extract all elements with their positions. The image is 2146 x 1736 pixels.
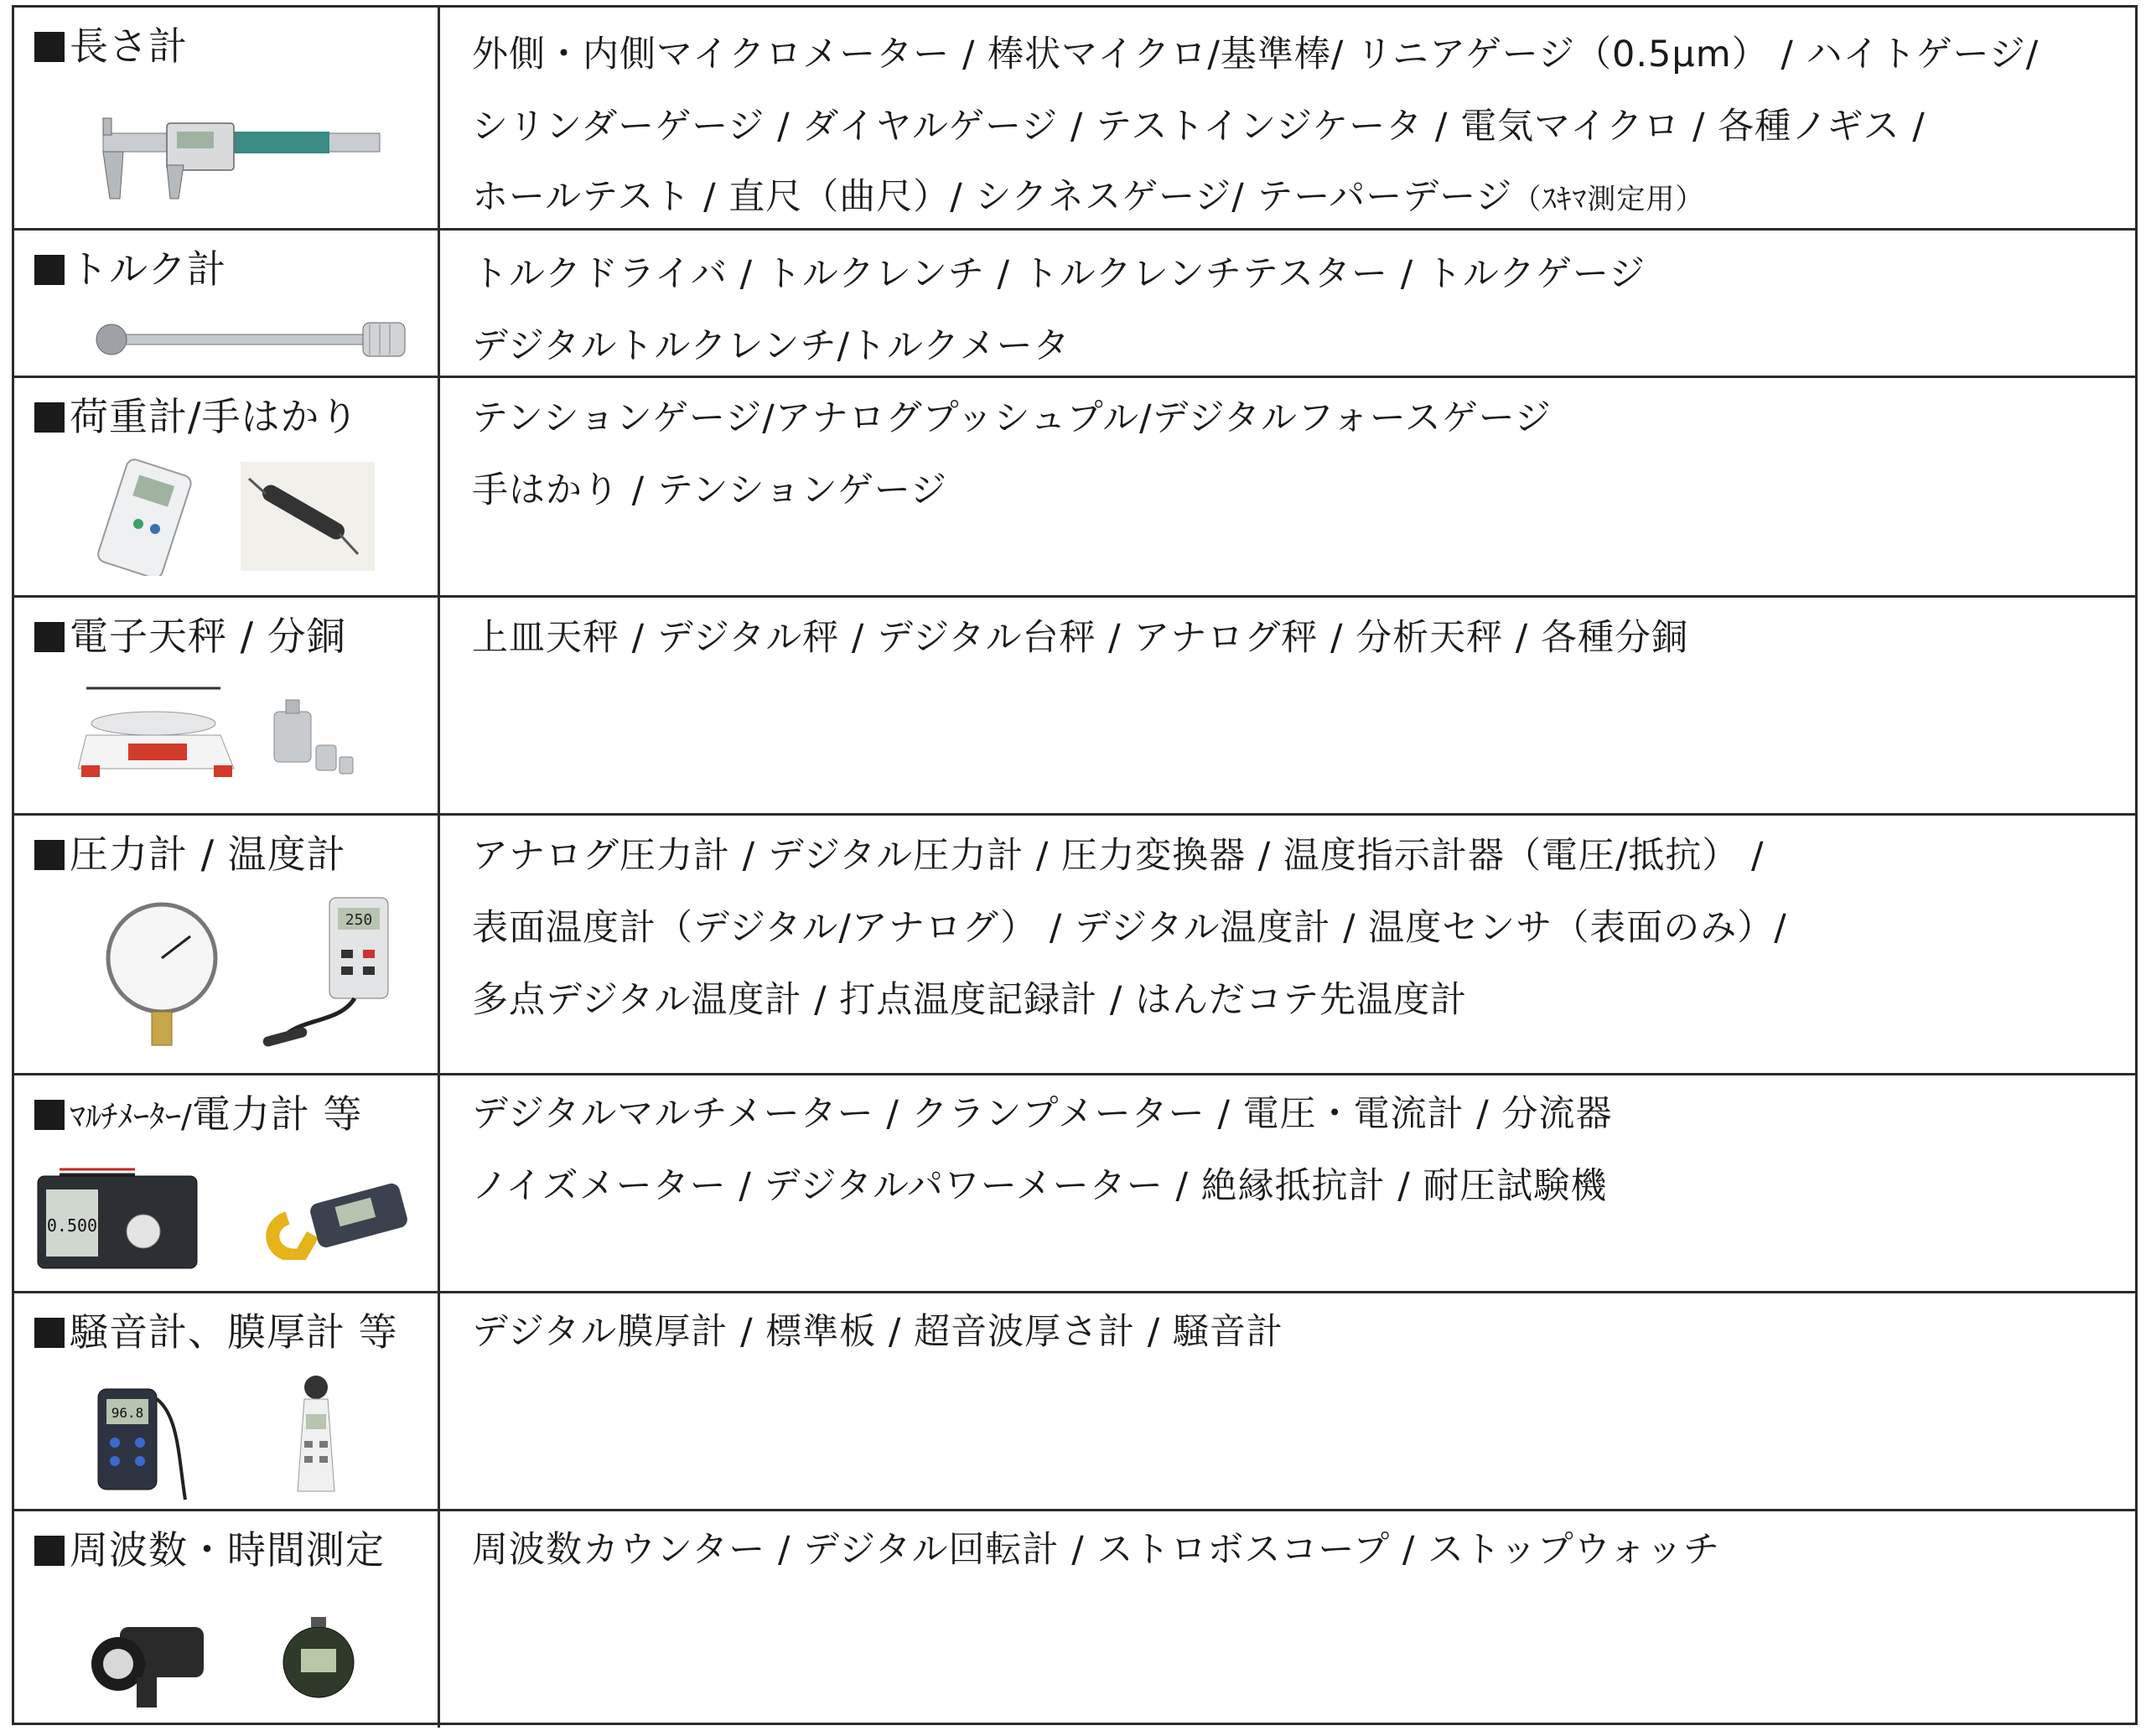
items-cell	[440, 1511, 2135, 1728]
square-bullet-icon	[34, 402, 65, 433]
category-label: 電力計 等	[191, 1091, 363, 1137]
thickness-display-text: 96.8	[111, 1405, 144, 1421]
item-line: デジタルマルチメーター / クランプメーター / 電圧・電流計 / 分流器	[472, 1093, 1613, 1135]
item-line: 周波数カウンター / デジタル回転計 / ストロボスコープ / ストップウォッチ	[472, 1529, 1721, 1571]
item-line: トルクドライバ / トルクレンチ / トルクレンチテスター / トルクゲージ	[472, 253, 1646, 295]
table-row-torque	[14, 231, 2135, 378]
stroboscope-image	[86, 1610, 212, 1711]
category-cell	[14, 8, 440, 228]
square-bullet-icon	[34, 255, 65, 285]
item-line: 多点デジタル温度計 / 打点温度記録計 / はんだコテ先温度計	[472, 979, 1468, 1021]
square-bullet-icon	[34, 622, 65, 652]
item-line: デジタルトルクレンチ/トルクメータ	[472, 325, 1070, 367]
digital-thermometer-image	[262, 891, 413, 1059]
force-gauge-image	[86, 459, 212, 576]
item-line: デジタル膜厚計 / 標準板 / 超音波厚さ計 / 騒音計	[472, 1311, 1283, 1353]
clamp-meter-image	[262, 1168, 413, 1260]
thermometer-display-text: 250	[345, 911, 373, 929]
category-label: 周波数・時間測定	[70, 1527, 385, 1573]
category-title	[34, 613, 346, 660]
items-cell	[440, 1293, 2135, 1509]
category-cell	[14, 378, 440, 595]
table-row-multimeter	[14, 1075, 2135, 1293]
multimeter-display-text: 0.500	[46, 1215, 98, 1236]
items-cell	[440, 8, 2135, 228]
item-line: テンションゲージ/アナログプッシュプル/デジタルフォースゲージ	[472, 397, 1552, 439]
item-line: シリンダーゲージ / ダイヤルゲージ / テストインジケータ / 電気マイクロ / 各種ノギス /	[472, 106, 1926, 148]
category-title	[34, 1526, 385, 1573]
item-line: 外側・内側マイクロメーター / 棒状マイクロ/基準棒/ リニアゲージ（0.5μm） / ハイトゲージ/	[472, 34, 2040, 75]
stopwatch-image	[281, 1614, 356, 1706]
table-row-noise-thickness	[14, 1293, 2135, 1511]
items-cell	[440, 378, 2135, 595]
category-label: 電子天秤 / 分銅	[70, 614, 346, 659]
category-cell	[14, 598, 440, 813]
category-title	[34, 1308, 398, 1355]
category-title	[34, 831, 346, 878]
spring-scale-image	[241, 462, 375, 571]
sound-level-meter-image	[283, 1374, 350, 1500]
category-label: 長さ計	[70, 23, 188, 69]
caliper-image	[86, 115, 388, 207]
square-bullet-icon	[34, 1100, 65, 1130]
category-title	[34, 1091, 362, 1140]
category-label: トルク計	[70, 246, 227, 292]
category-label-small: ﾏﾙﾁﾒｰﾀｰ/	[70, 1098, 192, 1135]
category-title	[34, 246, 226, 293]
weights-image	[262, 695, 363, 787]
category-label: 荷重計/手はかり	[70, 394, 360, 439]
category-title	[34, 23, 188, 70]
table-row-frequency-time	[14, 1511, 2135, 1728]
items-cell	[440, 816, 2135, 1073]
category-cell	[14, 1511, 440, 1728]
thickness-gauge-image	[86, 1382, 195, 1508]
category-label: 騒音計、膜厚計 等	[70, 1309, 398, 1355]
category-cell	[14, 816, 440, 1073]
category-cell	[14, 1075, 440, 1291]
category-cell	[14, 231, 440, 376]
pressure-gauge-image	[103, 899, 220, 1059]
square-bullet-icon	[34, 32, 65, 62]
category-label: 圧力計 / 温度計	[70, 832, 346, 877]
table-row-balance	[14, 598, 2135, 816]
category-cell	[14, 1293, 440, 1509]
electronic-balance-image	[78, 685, 246, 785]
item-note: （ｽｷﾏ測定用）	[1512, 183, 1705, 216]
items-cell	[440, 598, 2135, 813]
item-line: 上皿天秤 / デジタル秤 / デジタル台秤 / アナログ秤 / 分析天秤 / 各種分銅	[472, 617, 1688, 659]
item-line: 表面温度計（デジタル/アナログ） / デジタル温度計 / 温度センサ（表面のみ）/	[472, 907, 1787, 949]
torque-wrench-image	[86, 314, 413, 365]
item-line: アナログ圧力計 / デジタル圧力計 / 圧力変換器 / 温度指示計器（電圧/抵抗） /	[472, 835, 1765, 877]
item-line	[472, 174, 1704, 223]
items-cell	[440, 1075, 2135, 1291]
square-bullet-icon	[34, 1536, 65, 1566]
table-row-load	[14, 378, 2135, 598]
square-bullet-icon	[34, 1318, 65, 1348]
table-row-pressure-temperature	[14, 816, 2135, 1075]
multimeter-image	[34, 1164, 202, 1273]
item-line: 手はかり / テンションゲージ	[472, 469, 948, 511]
items-cell	[440, 231, 2135, 376]
category-title	[34, 393, 360, 440]
instrument-table	[12, 5, 2138, 1725]
table-row-length	[14, 8, 2135, 231]
item-line: ノイズメーター / デジタルパワーメーター / 絶縁抵抗計 / 耐圧試験機	[472, 1165, 1608, 1207]
square-bullet-icon	[34, 840, 65, 870]
item-text: ホールテスト / 直尺（曲尺）/ シクネスゲージ/ テーパーデージ	[472, 176, 1513, 218]
